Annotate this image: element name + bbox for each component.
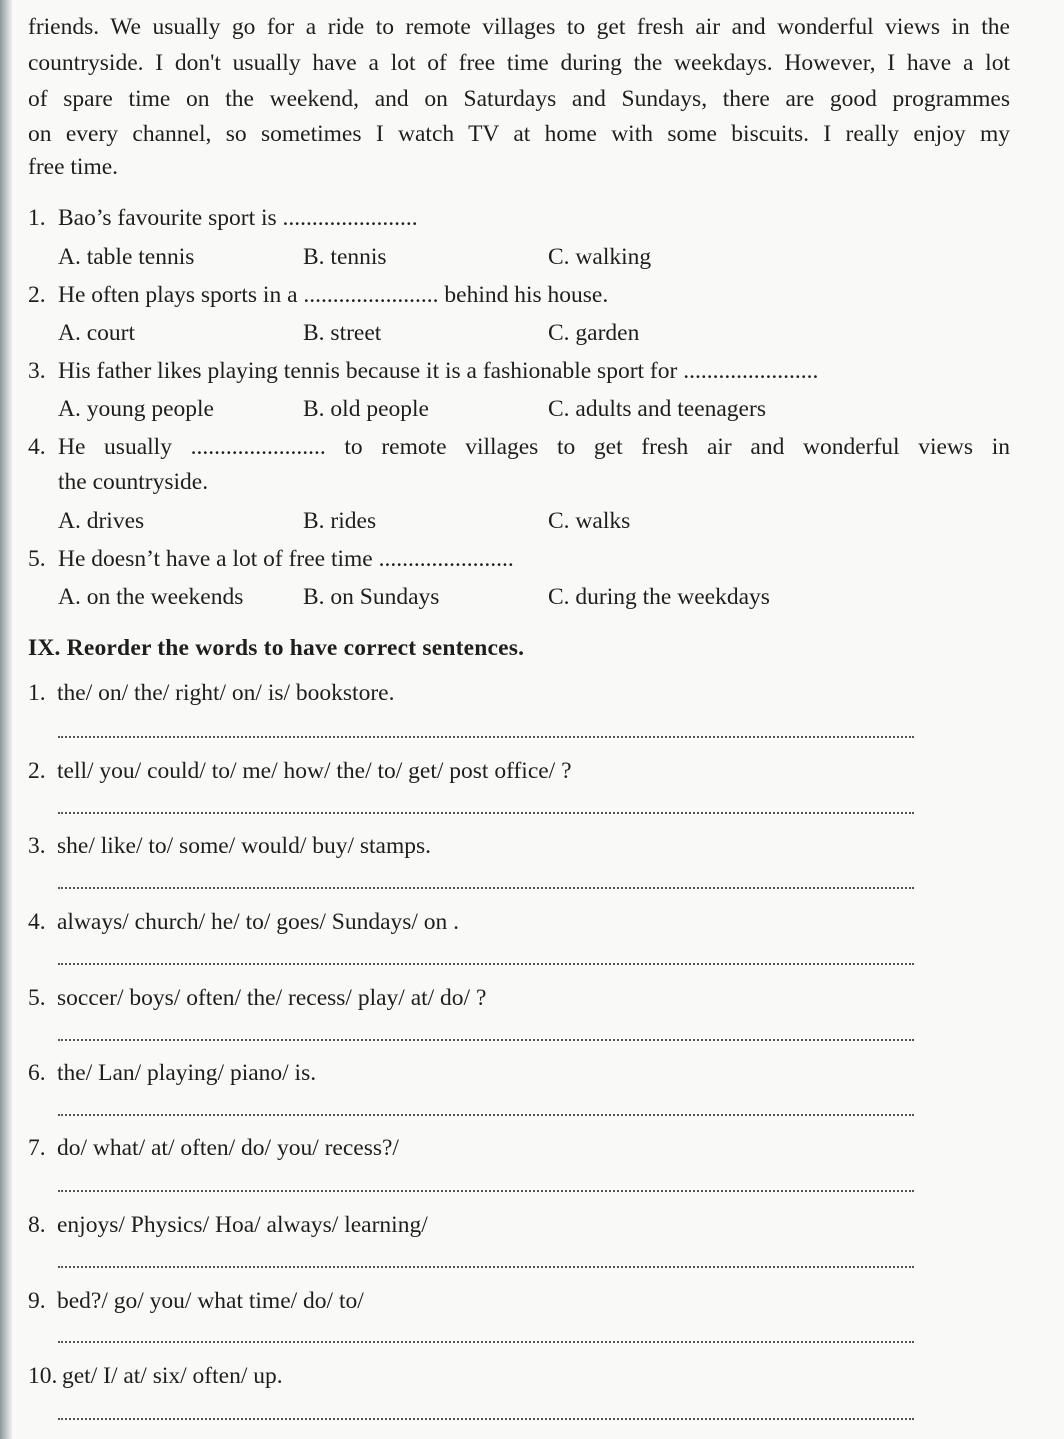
passage-line: friends. We usually go for a ride to remote villages to get fresh air and wonderful views in the: [28, 14, 1010, 40]
option-c: C. walks: [548, 508, 631, 534]
option-a: A. drives: [58, 508, 145, 534]
passage-line: free time.: [28, 154, 119, 180]
answer-line[interactable]: [58, 1114, 914, 1116]
scrambled-words: bed?/ go/ you/ what time/ do/ to/: [57, 1288, 364, 1314]
option-a: A. on the weekends: [58, 584, 244, 610]
option-b: B. rides: [303, 508, 377, 534]
item-number: 6.: [28, 1060, 46, 1086]
scrambled-words: the/ on/ the/ right/ on/ is/ bookstore.: [57, 680, 395, 706]
question-number: 1.: [28, 205, 46, 231]
section-heading: IX. Reorder the words to have correct sentences.: [28, 635, 525, 661]
scrambled-words: she/ like/ to/ some/ would/ buy/ stamps.: [57, 833, 432, 859]
item-number: 3.: [28, 833, 46, 859]
question-number: 3.: [28, 358, 46, 384]
scrambled-words: get/ I/ at/ six/ often/ up.: [62, 1363, 283, 1389]
scrambled-words: do/ what/ at/ often/ do/ you/ recess?/: [57, 1135, 399, 1161]
option-b: B. old people: [303, 396, 429, 422]
question-stem: He often plays sports in a ....................... behind his house.: [58, 282, 609, 308]
question-number: 4.: [28, 434, 46, 460]
option-b: B. tennis: [303, 244, 387, 270]
option-a: A. young people: [58, 396, 214, 422]
option-c: C. adults and teenagers: [548, 396, 766, 422]
question-stem-continued: the countryside.: [58, 469, 209, 495]
scrambled-words: tell/ you/ could/ to/ me/ how/ the/ to/ get/ post office/ ?: [57, 758, 572, 784]
item-number: 7.: [28, 1135, 46, 1161]
option-b: B. street: [303, 320, 382, 346]
answer-line[interactable]: [58, 1341, 914, 1343]
scrambled-words: always/ church/ he/ to/ goes/ Sundays/ on .: [57, 909, 460, 935]
item-number: 1.: [28, 680, 46, 706]
answer-line[interactable]: [58, 963, 914, 965]
option-a: A. table tennis: [58, 244, 195, 270]
answer-line[interactable]: [58, 887, 914, 889]
answer-line[interactable]: [58, 736, 914, 738]
passage-line: on every channel, so sometimes I watch TV at home with some biscuits. I really enjoy my: [28, 121, 1010, 147]
question-number: 5.: [28, 546, 46, 572]
item-number: 10.: [28, 1363, 58, 1389]
option-b: B. on Sundays: [303, 584, 440, 610]
item-number: 9.: [28, 1288, 46, 1314]
answer-line[interactable]: [58, 1418, 914, 1420]
option-c: C. garden: [548, 320, 640, 346]
scrambled-words: soccer/ boys/ often/ the/ recess/ play/ at/ do/ ?: [57, 985, 487, 1011]
question-stem: He usually ....................... to remote villages to get fresh air and wonderful views in: [58, 434, 1010, 460]
question-number: 2.: [28, 282, 46, 308]
option-a: A. court: [58, 320, 136, 346]
question-stem: His father likes playing tennis because it is a fashionable sport for .......................: [58, 358, 819, 384]
question-stem: Bao’s favourite sport is .......................: [58, 205, 418, 231]
scrambled-words: the/ Lan/ playing/ piano/ is.: [57, 1060, 317, 1086]
passage-line: of spare time on the weekend, and on Saturdays and Sundays, there are good programmes: [28, 86, 1010, 112]
item-number: 4.: [28, 909, 46, 935]
passage-line: countryside. I don't usually have a lot of free time during the weekdays. However, I have a lot: [28, 50, 1010, 76]
option-c: C. during the weekdays: [548, 584, 770, 610]
answer-line[interactable]: [58, 1039, 914, 1041]
item-number: 8.: [28, 1212, 46, 1238]
answer-line[interactable]: [58, 812, 914, 814]
option-c: C. walking: [548, 244, 652, 270]
question-stem: He doesn’t have a lot of free time .......................: [58, 546, 514, 572]
answer-line[interactable]: [58, 1266, 914, 1268]
item-number: 5.: [28, 985, 46, 1011]
page-edge-shadow: [0, 0, 12, 1439]
item-number: 2.: [28, 758, 46, 784]
scrambled-words: enjoys/ Physics/ Hoa/ always/ learning/: [57, 1212, 428, 1238]
answer-line[interactable]: [58, 1190, 914, 1192]
